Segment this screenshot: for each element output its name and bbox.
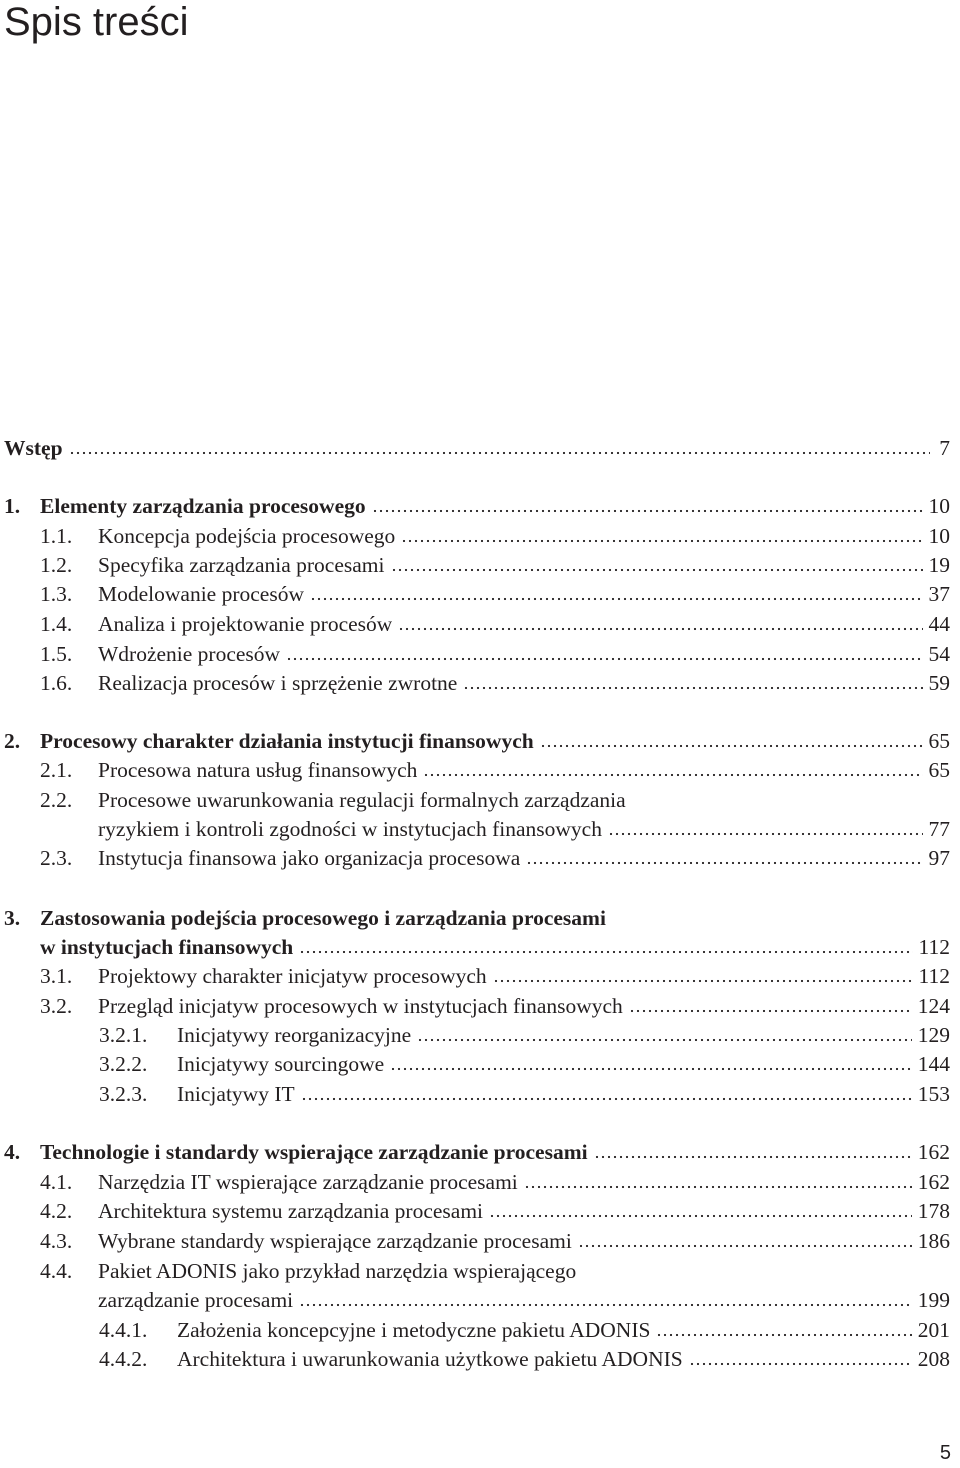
dot-leader — [489, 1205, 912, 1219]
dot-leader — [423, 764, 922, 778]
toc-entry-number: 3.2.3. — [99, 1082, 148, 1106]
toc-entry-number: 3.2. — [40, 994, 73, 1018]
dot-leader — [594, 1146, 912, 1160]
toc-entry-page: 144 — [917, 1052, 950, 1076]
toc-entry[interactable] — [0, 1077, 950, 1107]
dot-leader — [524, 1176, 912, 1190]
toc-entry-number: 3. — [4, 906, 21, 930]
dot-leader — [286, 648, 922, 662]
toc-entry[interactable] — [0, 1135, 950, 1165]
toc-entry-title: Elementy zarządzania procesowego — [40, 494, 366, 518]
toc-entry-number: 1.6. — [40, 671, 73, 695]
toc-entry-page: 201 — [917, 1318, 950, 1342]
toc-entry-number: 3.2.1. — [99, 1023, 148, 1047]
toc-entry[interactable] — [0, 1047, 950, 1077]
toc-entry-page: 77 — [928, 817, 950, 841]
toc-entry-title: Modelowanie procesów — [98, 582, 304, 606]
toc-entry[interactable] — [0, 1283, 950, 1313]
toc-entry-title: Narzędzia IT wspierające zarządzanie procesami — [98, 1170, 518, 1194]
toc-entry-number: 4.2. — [40, 1199, 73, 1223]
toc-entry-number: 3.1. — [40, 964, 73, 988]
dot-leader — [310, 588, 923, 602]
toc-entry-page: 162 — [917, 1170, 950, 1194]
toc-entry-title: Przegląd inicjatyw procesowych w instytucjach finansowych — [98, 994, 623, 1018]
toc-entry-number: 1.1. — [40, 524, 73, 548]
toc-entry[interactable] — [0, 607, 950, 637]
dot-leader — [463, 677, 922, 691]
toc-entry[interactable] — [0, 989, 950, 1019]
dot-leader — [391, 559, 923, 573]
toc-entry-page: 65 — [928, 758, 950, 782]
toc-entry-number: 4.4.1. — [99, 1318, 148, 1342]
toc-entry[interactable] — [0, 519, 950, 549]
toc-entry-title: Założenia koncepcyjne i metodyczne pakietu ADONIS — [177, 1318, 651, 1342]
dot-leader — [656, 1324, 911, 1338]
toc-entry-title: Analiza i projektowanie procesów — [98, 612, 393, 636]
toc-entry-page: 124 — [917, 994, 950, 1018]
toc-entry-number: 4.4.2. — [99, 1347, 148, 1371]
toc-entry-title: Procesowy charakter działania instytucji finansowych — [40, 729, 534, 753]
dot-leader — [69, 442, 930, 456]
toc-entry-title: Wybrane standardy wspierające zarządzanie procesami — [98, 1229, 572, 1253]
toc-entry[interactable] — [0, 1018, 950, 1048]
dot-leader — [398, 618, 922, 632]
toc-entry-number: 4.4. — [40, 1259, 73, 1283]
toc-entry[interactable] — [0, 1165, 950, 1195]
toc-entry[interactable] — [0, 930, 950, 960]
dot-leader — [299, 941, 912, 955]
toc-entry-title-line: Pakiet ADONIS jako przykład narzędzia wspierającego — [98, 1259, 577, 1283]
toc-entry-page: 153 — [917, 1082, 950, 1106]
toc-entry[interactable] — [0, 548, 950, 578]
toc-entry-number: 1.4. — [40, 612, 73, 636]
dot-leader — [401, 530, 922, 544]
toc-entry-page: 208 — [917, 1347, 950, 1371]
toc-entry-number: 2. — [4, 729, 21, 753]
toc-entry-title: Instytucja finansowa jako organizacja procesowa — [98, 846, 521, 870]
toc-entry-page: 97 — [928, 846, 950, 870]
toc-entry-number: 1.5. — [40, 642, 73, 666]
toc-entry-page: 44 — [928, 612, 950, 636]
toc-entry-title: Architektura i uwarunkowania użytkowe pakietu ADONIS — [177, 1347, 683, 1371]
toc-entry[interactable] — [0, 431, 950, 461]
toc-entry-page: 37 — [928, 582, 950, 606]
toc-entry[interactable] — [0, 812, 950, 842]
toc-entry-page: 10 — [928, 524, 950, 548]
toc-entry-title: zarządzanie procesami — [98, 1288, 294, 1312]
dot-leader — [608, 823, 923, 837]
dot-leader — [372, 500, 923, 514]
toc-entry-title: Architektura systemu zarządzania procesami — [98, 1199, 484, 1223]
toc-entry-page: 7 — [939, 436, 950, 460]
toc-entry-title: Koncepcja podejścia procesowego — [98, 524, 396, 548]
toc-entry-number: 2.3. — [40, 846, 73, 870]
toc-entry[interactable] — [0, 577, 950, 607]
toc-entry[interactable] — [0, 666, 950, 696]
toc-entry-title: Wstęp — [4, 436, 63, 460]
dot-leader — [526, 852, 922, 866]
dot-leader — [493, 970, 913, 984]
dot-leader — [540, 735, 923, 749]
toc-entry-number: 2.2. — [40, 788, 73, 812]
toc-entry-title: Projektowy charakter inicjatyw procesowych — [98, 964, 487, 988]
toc-entry-number: 4.1. — [40, 1170, 73, 1194]
toc-entry[interactable] — [0, 637, 950, 667]
toc-entry-page: 19 — [928, 553, 950, 577]
toc-entry-page: 186 — [917, 1229, 950, 1253]
toc-entry-page: 59 — [928, 671, 950, 695]
toc-entry-page: 54 — [928, 642, 950, 666]
dot-leader — [578, 1235, 912, 1249]
page-number: 5 — [939, 1442, 951, 1464]
toc-entry-title: ryzykiem i kontroli zgodności w instytucjach finansowych — [98, 817, 602, 841]
toc-entry-title: Inicjatywy IT — [177, 1082, 295, 1106]
dot-leader — [299, 1294, 912, 1308]
toc-entry[interactable] — [0, 753, 950, 783]
toc-entry-number: 1. — [4, 494, 21, 518]
toc-entry-page: 65 — [928, 729, 950, 753]
toc-entry-number: 4.3. — [40, 1229, 73, 1253]
toc-entry-title: Procesowa natura usług finansowych — [98, 758, 418, 782]
toc-entry-title-line: Procesowe uwarunkowania regulacji formalnych zarządzania — [98, 788, 626, 812]
toc-entry-title: Inicjatywy reorganizacyjne — [177, 1023, 412, 1047]
toc-entry-number: 4. — [4, 1140, 21, 1164]
toc-entry-title: Specyfika zarządzania procesami — [98, 553, 385, 577]
toc-entry-title: w instytucjach finansowych — [40, 935, 294, 959]
dot-leader — [417, 1029, 912, 1043]
toc-entry[interactable] — [0, 1313, 950, 1343]
toc-entry[interactable] — [0, 489, 950, 519]
toc-entry[interactable] — [0, 1194, 950, 1224]
toc-entry-title: Technologie i standardy wspierające zarządzanie procesami — [40, 1140, 588, 1164]
toc-entry[interactable] — [0, 724, 950, 754]
toc-entry-page: 10 — [928, 494, 950, 518]
toc-entry[interactable] — [0, 1342, 950, 1372]
toc-entry[interactable] — [0, 1224, 950, 1254]
toc-entry[interactable] — [0, 841, 950, 871]
toc-entry-page: 129 — [917, 1023, 950, 1047]
toc-entry-number: 1.3. — [40, 582, 73, 606]
dot-leader — [390, 1058, 912, 1072]
page-title: Spis treści — [4, 0, 189, 44]
toc-entry-title: Wdrożenie procesów — [98, 642, 281, 666]
toc-entry-page: 112 — [918, 964, 950, 988]
toc-entry-page: 162 — [917, 1140, 950, 1164]
toc-entry-title: Inicjatywy sourcingowe — [177, 1052, 385, 1076]
toc-entry-page: 112 — [918, 935, 950, 959]
toc-entry[interactable] — [0, 959, 950, 989]
dot-leader — [629, 1000, 912, 1014]
toc-entry-number: 1.2. — [40, 553, 73, 577]
toc-entry-title-line: Zastosowania podejścia procesowego i zarządzania procesami — [40, 906, 606, 930]
toc-entry-number: 3.2.2. — [99, 1052, 148, 1076]
toc-entry-page: 199 — [917, 1288, 950, 1312]
toc-entry-page: 178 — [917, 1199, 950, 1223]
toc-entry-title: Realizacja procesów i sprzężenie zwrotne — [98, 671, 458, 695]
dot-leader — [689, 1353, 912, 1367]
toc-entry-number: 2.1. — [40, 758, 73, 782]
dot-leader — [301, 1088, 912, 1102]
